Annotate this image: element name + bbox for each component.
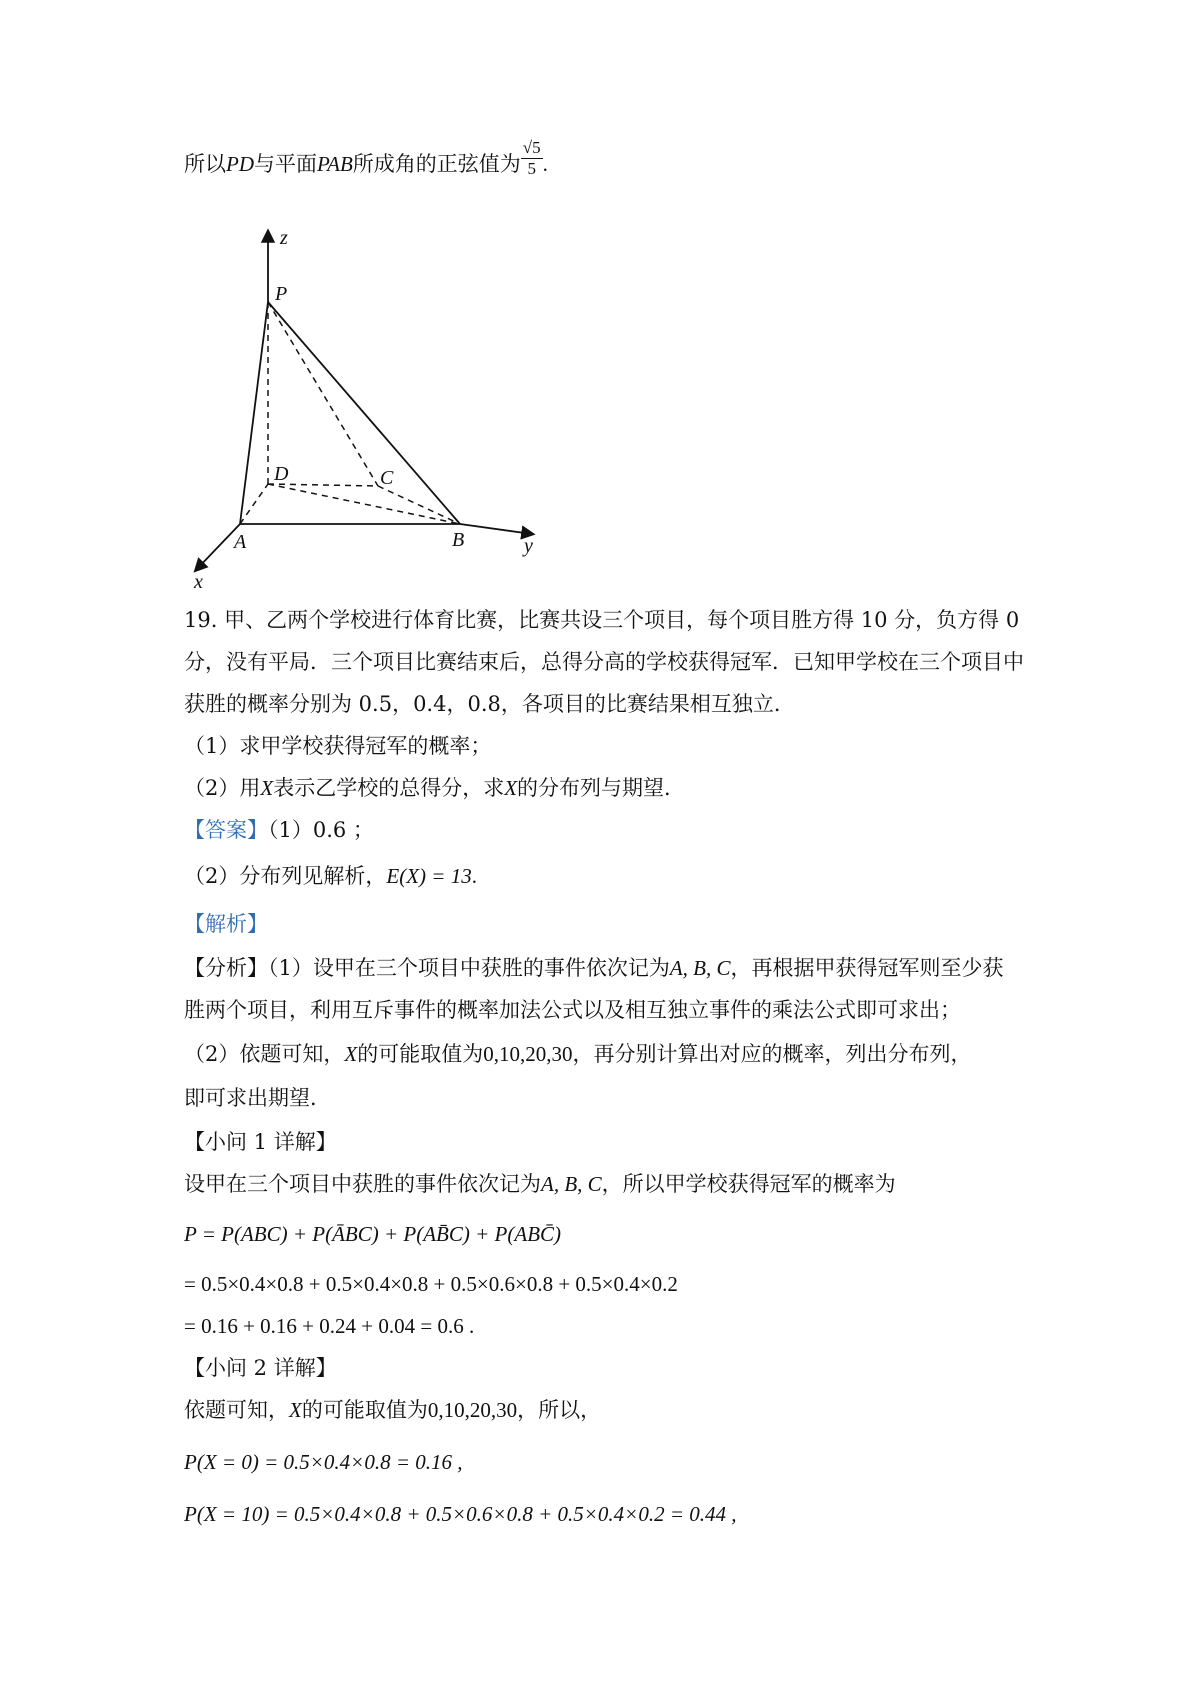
- text: ，再分别计算出对应的概率，列出分布列，: [572, 1042, 972, 1066]
- answer-1: （1）0.6 ；: [268, 818, 374, 842]
- text: ，所以甲学校获得冠军的概率为: [601, 1172, 896, 1196]
- math-events: A, B, C: [669, 956, 731, 980]
- text: （2）分布列见解析，: [184, 864, 387, 888]
- edge-cb: [378, 486, 460, 524]
- text: 的可能取值为: [301, 1398, 428, 1422]
- period: .: [542, 152, 548, 176]
- label-c: C: [380, 467, 394, 489]
- text: ，所以，: [517, 1398, 602, 1422]
- sub2-equation-2: P(X = 10) = 0.5×0.4×0.8 + 0.5×0.6×0.8 + 0.5×0.4×0.2 = 0.44 ,: [184, 1502, 737, 1526]
- sub1-line: [184, 1170, 896, 1198]
- analysis-line-2: 胜两个项目，利用互斥事件的概率加法公式以及相互独立事件的乘法公式即可求出；: [184, 998, 961, 1022]
- analysis-line-4: 即可求出期望．: [184, 1086, 331, 1110]
- sub1-title: 【小问 1 详解】: [184, 1130, 337, 1154]
- text: 的可能取值为: [357, 1042, 484, 1066]
- edge-pb: [268, 302, 460, 524]
- fraction-denominator: 5: [527, 159, 536, 178]
- sub2-title: 【小问 2 详解】: [184, 1356, 337, 1380]
- math-x: X: [289, 1398, 302, 1422]
- expectation: E(X) = 13: [386, 864, 472, 888]
- edge-pc: [268, 302, 378, 486]
- sub1-equation-1: P = P(ABC) + P(ĀBC) + P(AB̄C) + P(ABC̄): [184, 1222, 562, 1246]
- sub2-line: [184, 1396, 601, 1424]
- text: 所以: [184, 152, 226, 176]
- fraction: [521, 138, 543, 179]
- label-a: A: [234, 531, 247, 553]
- math-events: A, B, C: [541, 1172, 602, 1196]
- math-x: X: [504, 776, 518, 800]
- text: 表示乙学校的总得分，求: [273, 776, 505, 800]
- period: .: [471, 864, 477, 888]
- sine-result-line: [184, 138, 548, 179]
- problem-line-2: 分，没有平局．三个项目比赛结束后，总得分高的学校获得冠军．已知甲学校在三个项目中: [184, 650, 1024, 674]
- fraction-numerator: √5: [522, 138, 541, 157]
- answer-line-2: [184, 862, 477, 890]
- math-x: X: [260, 776, 274, 800]
- edge-pa: [240, 302, 268, 524]
- label-b: B: [452, 529, 465, 551]
- label-x: x: [194, 571, 203, 593]
- label-z: z: [280, 227, 288, 249]
- problem-line-1: 19. 甲、乙两个学校进行体育比赛，比赛共设三个项目，每个项目胜方得 10 分，负方得 0: [184, 608, 1020, 632]
- math-pab: PAB: [317, 152, 353, 176]
- label-p: P: [275, 283, 288, 305]
- sub1-equation-2: = 0.5×0.4×0.8 + 0.5×0.4×0.8 + 0.5×0.6×0.8 + 0.5×0.4×0.2: [184, 1272, 678, 1296]
- text: 的分布列与期望．: [517, 776, 686, 800]
- y-axis: [460, 524, 532, 534]
- sub1-equation-3: = 0.16 + 0.16 + 0.24 + 0.04 = 0.6 .: [184, 1314, 475, 1338]
- question-1: （1）求甲学校获得冠军的概率；: [184, 734, 492, 758]
- text: 所成角的正弦值为: [352, 152, 521, 176]
- analysis-tag: 【解析】: [184, 912, 268, 936]
- problem-line-3: 获胜的概率分别为 0.5，0.4，0.8，各项目的比赛结果相互独立．: [184, 692, 795, 716]
- text: 与平面: [254, 152, 317, 176]
- text: （2）用: [184, 776, 261, 800]
- answer-line-1: [184, 816, 374, 844]
- text: ，再根据甲获得冠军则至少获: [730, 956, 1004, 980]
- answer-tag: 【答案】: [184, 818, 268, 842]
- values: 0,10,20,30: [427, 1398, 518, 1422]
- text: （2）依题可知，: [184, 1042, 345, 1066]
- text: 【分析】（1）设甲在三个项目中获胜的事件依次记为: [184, 956, 670, 980]
- math-x: X: [344, 1042, 358, 1066]
- sub2-equation-1: P(X = 0) = 0.5×0.4×0.8 = 0.16 ,: [184, 1450, 463, 1474]
- analysis-line-3: [184, 1040, 971, 1068]
- pyramid-figure: [170, 212, 533, 593]
- analysis-line-1: [184, 954, 1004, 982]
- question-2: [184, 774, 685, 802]
- values: 0,10,20,30: [483, 1042, 573, 1066]
- label-d: D: [274, 463, 289, 485]
- math-pd: PD: [226, 152, 254, 176]
- label-y: y: [524, 535, 533, 557]
- text: 设甲在三个项目中获胜的事件依次记为: [184, 1172, 541, 1196]
- text: 依题可知，: [184, 1398, 289, 1422]
